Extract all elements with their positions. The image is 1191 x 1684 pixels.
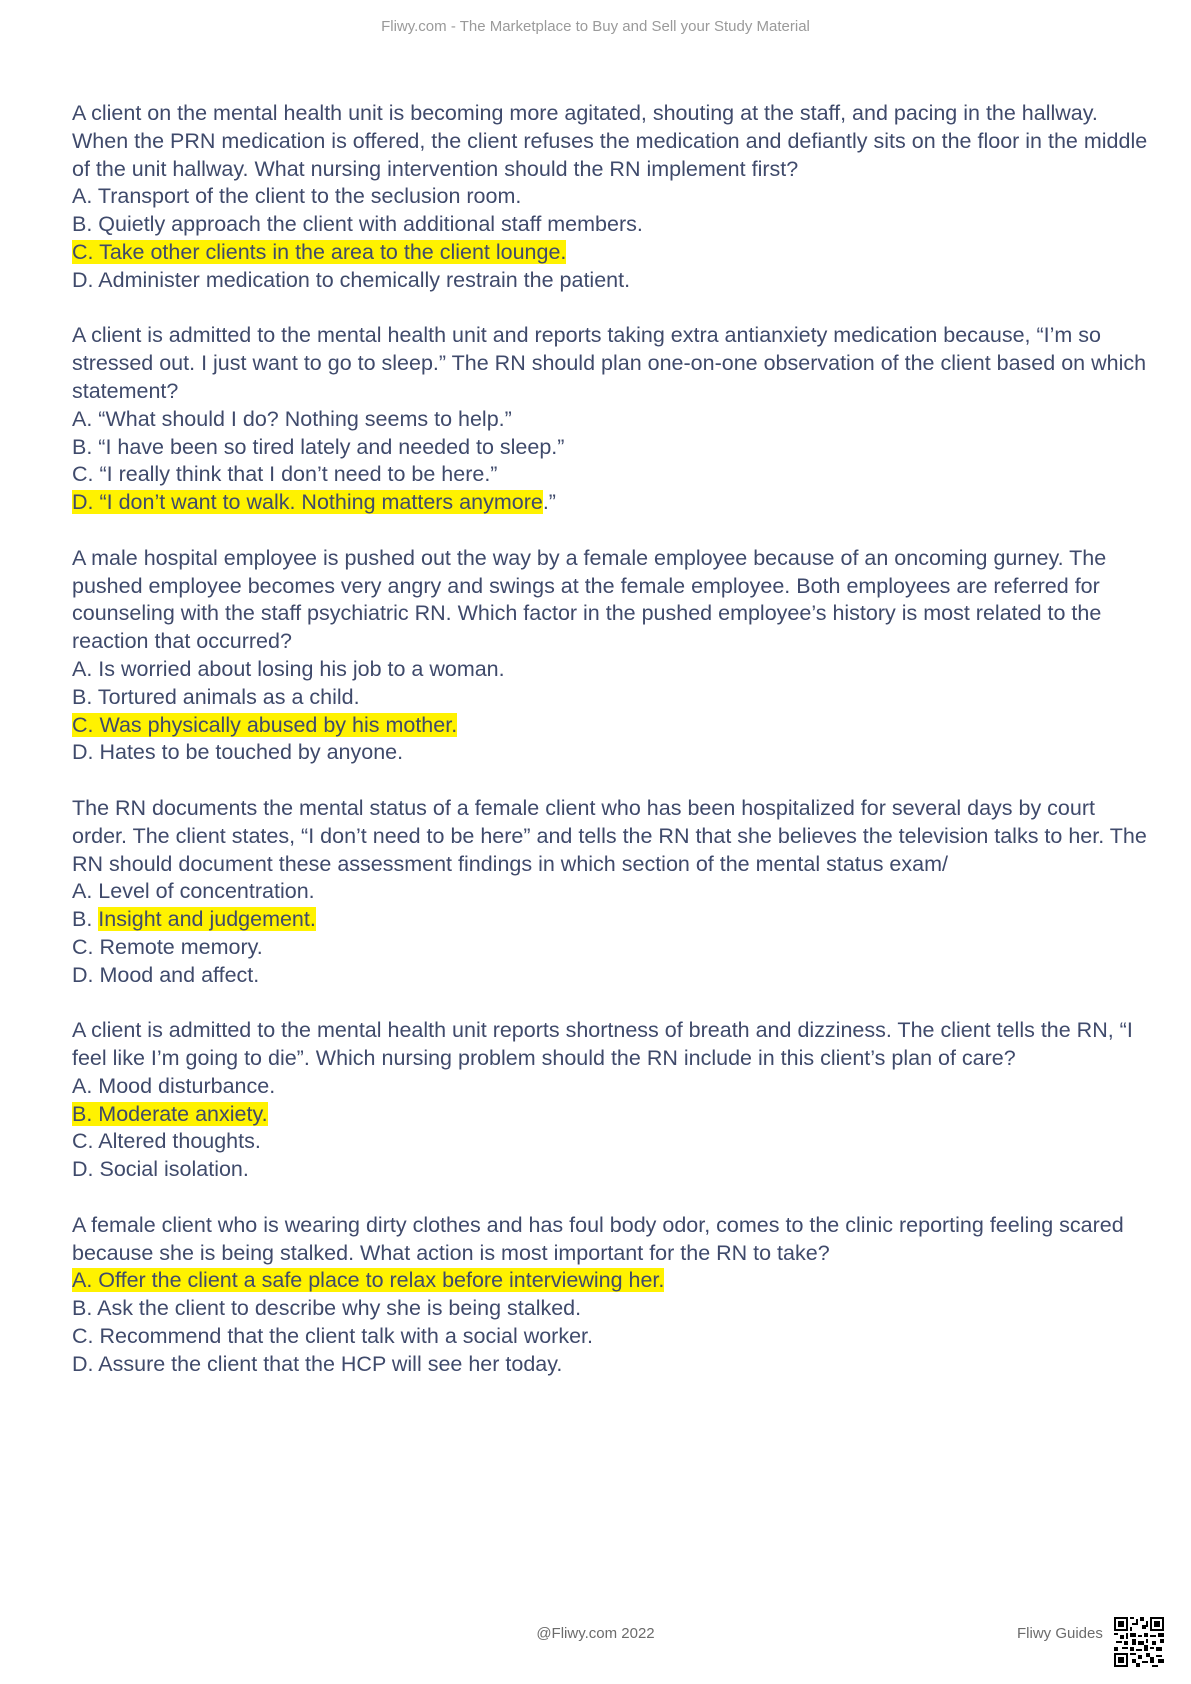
highlighted-answer: A. Offer the client a safe place to relax before interviewing her. (72, 1268, 665, 1293)
option-text: D. Administer medication to chemically restrain the patient. (72, 267, 631, 292)
option-text: B. Quietly approach the client with additional staff members. (72, 212, 643, 237)
question-3 (72, 545, 1152, 767)
option-text: A. Is worried about losing his job to a woman. (72, 656, 505, 681)
answer-option-d (72, 489, 1152, 517)
answer-option-d (72, 267, 1152, 295)
option-text: C. Recommend that the client talk with a social worker. (72, 1324, 593, 1349)
answer-option-b (72, 684, 1152, 712)
question-1 (72, 100, 1152, 295)
answer-option-b (72, 1101, 1152, 1129)
answer-option-a (72, 1267, 1152, 1295)
option-text: D. Social isolation. (72, 1157, 249, 1182)
option-text: B. “I have been so tired lately and needed to sleep.” (72, 434, 565, 459)
highlighted-answer: D. “I don’t want to walk. Nothing matters anymore (72, 490, 543, 515)
question-stem: A male hospital employee is pushed out the way by a female employee because of an oncoming gurney. The pushed employee becomes very angry and swings at the female employee. Both employees are referred for counseling with the staff psychiatric RN. Which factor in the pushed employee’s history is most related to the reaction that occurred? (72, 545, 1107, 654)
option-prefix: B. (72, 907, 99, 932)
option-text: A. Transport of the client to the seclusion room. (72, 184, 522, 209)
answer-option-a (72, 183, 1152, 211)
answer-option-d (72, 739, 1152, 767)
answer-option-c (72, 1128, 1152, 1156)
answer-option-c (72, 239, 1152, 267)
question-2 (72, 322, 1152, 517)
answer-option-a (72, 406, 1152, 434)
highlighted-answer: C. Take other clients in the area to the client lounge. (72, 239, 567, 264)
question-stem: A client on the mental health unit is becoming more agitated, shouting at the staff, and pacing in the hallway. When the PRN medication is offered, the client refuses the medication and defiantly sits on the floor in the middle of the unit hallway. What nursing intervention should the RN implement first? (72, 101, 1148, 181)
question-6 (72, 1212, 1152, 1379)
option-text: A. Level of concentration. (72, 879, 315, 904)
footer-copyright: @Fliwy.com 2022 (536, 1625, 655, 1642)
answer-option-d (72, 962, 1152, 990)
highlighted-answer: C. Was physically abused by his mother. (72, 712, 458, 737)
question-stem: The RN documents the mental status of a female client who has been hospitalized for several days by court order. The client states, “I don’t need to be here” and tells the RN that she believes the television talks to her. The RN should document these assessment findings in which section of the mental status exam/ (72, 795, 1147, 876)
option-text: A. Mood disturbance. (72, 1073, 276, 1098)
question-stem: A female client who is wearing dirty clothes and has foul body odor, comes to the clinic reporting feeling scared because she is being stalked. What action is most important for the RN to take? (72, 1212, 1124, 1265)
option-text: C. “I really think that I don’t need to be here.” (72, 462, 498, 487)
option-text: B. Ask the client to describe why she is being stalked. (72, 1296, 582, 1321)
option-text: A. “What should I do? Nothing seems to help.” (72, 406, 512, 431)
option-text: D. Mood and affect. (72, 962, 260, 987)
answer-option-b (72, 211, 1152, 239)
option-text: B. Tortured animals as a child. (72, 684, 360, 709)
answer-option-c (72, 1323, 1152, 1351)
answer-option-b (72, 1295, 1152, 1323)
highlighted-answer: Insight and judgement. (98, 907, 316, 932)
question-list (72, 100, 1152, 1406)
qr-code-icon (1114, 1617, 1164, 1667)
option-text: D. Hates to be touched by anyone. (72, 740, 404, 765)
answer-option-b (72, 434, 1152, 462)
option-text: D. Assure the client that the HCP will see her today. (72, 1351, 563, 1376)
page-header: Fliwy.com - The Marketplace to Buy and Sell your Study Material (381, 18, 810, 35)
answer-option-c (72, 461, 1152, 489)
answer-option-a (72, 1073, 1152, 1101)
question-stem: A client is admitted to the mental health unit reports shortness of breath and dizziness. The client tells the RN, “I feel like I’m going to die”. Which nursing problem should the RN include in this client’s plan of care? (72, 1018, 1133, 1071)
answer-option-d (72, 1351, 1152, 1379)
answer-option-b (72, 906, 1152, 934)
answer-option-a (72, 878, 1152, 906)
option-text: C. Remote memory. (72, 934, 263, 959)
answer-option-c (72, 934, 1152, 962)
answer-option-d (72, 1156, 1152, 1184)
question-4 (72, 795, 1152, 990)
question-5 (72, 1017, 1152, 1184)
option-text: C. Altered thoughts. (72, 1129, 261, 1154)
footer-brand: Fliwy Guides (1017, 1625, 1103, 1642)
answer-option-c (72, 712, 1152, 740)
highlighted-answer: B. Moderate anxiety. (72, 1101, 268, 1126)
question-stem: A client is admitted to the mental health unit and reports taking extra antianxiety medication because, “I’m so stressed out. I just want to go to sleep.” The RN should plan one-on-one observation of the client based on which statement? (72, 323, 1147, 403)
answer-option-a (72, 656, 1152, 684)
option-text: .” (542, 490, 556, 515)
